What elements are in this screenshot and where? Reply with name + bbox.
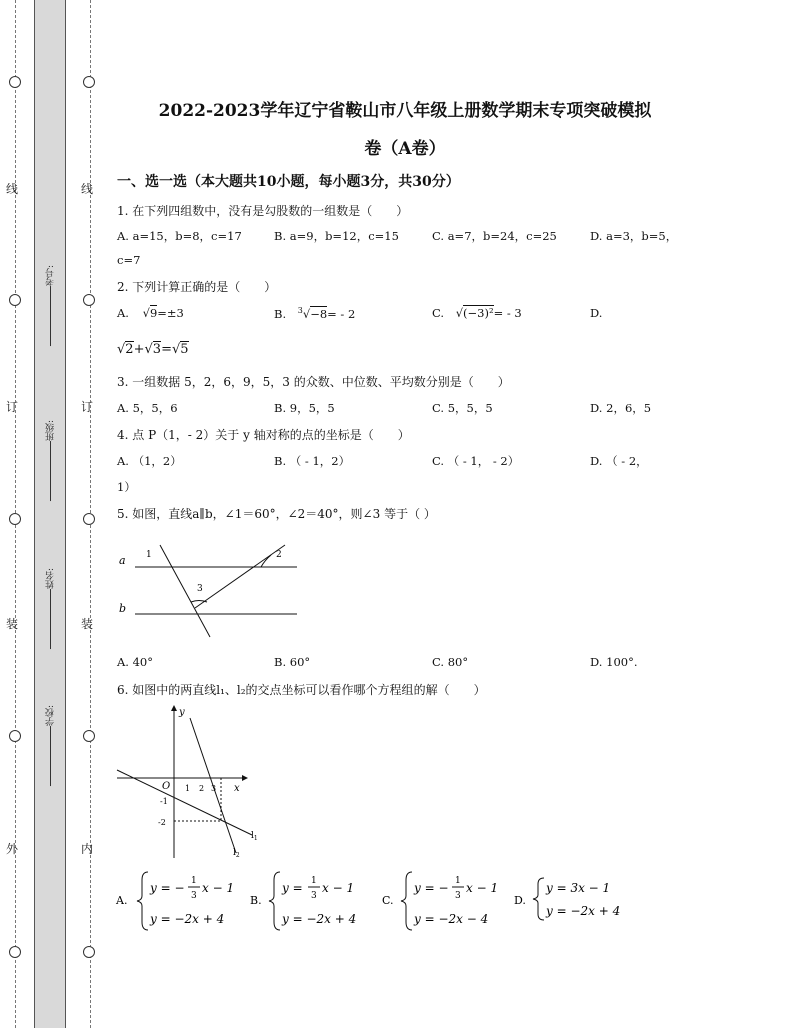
q2-d-r3: 5 — [180, 342, 189, 357]
transversal-2 — [195, 545, 285, 608]
axis-label-y: y — [179, 707, 185, 718]
q2-option-d: √2+√3=√5 — [117, 342, 189, 357]
q5-option-a: A. 40° — [117, 655, 153, 669]
field-label: 考号: — [46, 265, 56, 287]
field-exam-number — [44, 265, 57, 349]
q5-stem: 5. 如图，直线a∥b，∠1＝60°，∠2＝40°，则∠3 等于（ ） — [117, 507, 436, 521]
field-blank — [51, 286, 52, 346]
l1-line — [117, 770, 252, 835]
q2-c-rest: = - 3 — [493, 306, 522, 320]
inner-char-zhuang: 装 — [81, 617, 94, 631]
q6-stem: 6. 如图中的两直线l₁、l₂的交点坐标可以看作哪个方程组的解（ ） — [117, 683, 486, 697]
q2-c-radicand: (−3)² — [463, 306, 494, 320]
q6-option-a — [115, 872, 234, 930]
q6-option-c — [382, 872, 498, 930]
q6-b-eq2: y = −2x + 4 — [282, 912, 357, 926]
y-axis-arrow — [171, 705, 177, 711]
tick-3: 3 — [211, 784, 217, 793]
binding-hole — [83, 730, 95, 742]
label-a: a — [119, 554, 126, 567]
label-2: 2 — [276, 550, 282, 560]
q3-option-c: C. 5，5，5 — [432, 401, 493, 415]
q4-stem: 4. 点 P（1，- 2）关于 y 轴对称的点的坐标是（ ） — [117, 428, 410, 442]
q2-d-r2: 3 — [152, 342, 162, 357]
q6-d-eq1: y = 3x − 1 — [546, 881, 611, 895]
q3-stem: 3. 一组数据 5，2，6，9，5，3 的众数、中位数、平均数分别是（ ） — [117, 375, 510, 389]
field-blank — [51, 726, 52, 786]
outer-char-ding: 订 — [6, 400, 19, 414]
binding-hole — [9, 946, 21, 958]
binding-hole — [83, 946, 95, 958]
q6-c-eq2: y = −2x − 4 — [414, 912, 489, 926]
q2-option-c: C. √(−3)²= - 3 — [432, 306, 522, 320]
q6-d-eq2: y = −2x + 4 — [546, 904, 621, 918]
inner-char-nei: 内 — [81, 842, 94, 856]
l2-sub: 2 — [235, 852, 240, 859]
field-label: 姓名: — [46, 568, 56, 590]
outer-char-xian: 线 — [6, 182, 19, 196]
q3-option-b: B. 9，5，5 — [274, 401, 335, 415]
q2-a-label: A. — [117, 306, 129, 320]
q6-c-eq1: y = − — [414, 881, 449, 895]
outer-char-zhuang: 装 — [6, 617, 19, 631]
q4-option-c: C. （ - 1， - 2） — [432, 454, 520, 468]
q1-option-d: D. a=3，b=5， — [590, 229, 678, 243]
field-blank — [51, 589, 52, 649]
q2-d-plus: + — [133, 342, 145, 357]
q2-b-label: B. — [274, 306, 287, 321]
q3-option-d: D. 2，6，5 — [590, 401, 652, 415]
q1-option-c: C. a=7，b=24，c=25 — [432, 229, 557, 243]
binding-hole — [83, 513, 95, 525]
q6-a-eq2: y = −2x + 4 — [150, 912, 225, 926]
outer-char-wai: 外 — [6, 842, 19, 856]
q1-option-b: B. a=9，b=12，c=15 — [274, 229, 399, 243]
q6-a-den: 3 — [191, 891, 197, 901]
q3-option-a: A. 5，5，6 — [117, 401, 178, 415]
tick-neg2: -2 — [158, 818, 166, 827]
q6-b-eq1-rest: x − 1 — [322, 881, 355, 895]
q6-a-brace — [137, 872, 148, 930]
inner-char-ding: 订 — [81, 400, 94, 414]
q6-c-den: 3 — [455, 891, 461, 901]
q2-a-radicand: 9 — [149, 306, 158, 320]
label-l2 — [233, 848, 240, 859]
q6-d-label: D. — [514, 894, 526, 907]
section-heading: 一、选一选（本大题共10小题，每小题3分，共30分） — [117, 174, 460, 190]
q2-c-label: C. — [432, 306, 445, 320]
field-class — [44, 420, 57, 504]
q6-option-d — [514, 878, 620, 920]
l1-text: l — [251, 831, 254, 841]
page-title-line2: 卷（A卷） — [364, 139, 446, 159]
q4-option-b: B. （ - 1，2） — [274, 454, 351, 468]
origin-label: O — [162, 781, 171, 792]
q6-options — [112, 866, 652, 936]
q2-option-a: A. √9=±3 — [117, 306, 184, 320]
q6-b-label: B. — [250, 894, 262, 907]
q5-option-b: B. 60° — [274, 655, 311, 669]
q2-d-eq: = — [161, 342, 172, 357]
binding-hole — [83, 76, 95, 88]
field-name — [44, 568, 57, 652]
binding-hole — [9, 513, 21, 525]
q6-a-label: A. — [116, 894, 128, 907]
q6-b-num: 1 — [311, 876, 317, 886]
q2-b-index: 3 — [297, 306, 303, 315]
q1-option-d-cont: c=7 — [117, 253, 141, 267]
q6-a-eq1-rest: x − 1 — [202, 881, 235, 895]
axis-label-x: x — [234, 783, 240, 794]
q6-b-eq1: y = — [282, 881, 303, 895]
label-l1 — [251, 831, 258, 842]
q6-c-num: 1 — [455, 876, 461, 886]
tick-1: 1 — [185, 784, 191, 793]
x-axis-arrow — [242, 775, 248, 781]
q6-figure — [112, 703, 262, 863]
q4-option-a: A. （1，2） — [117, 454, 182, 468]
binding-hole — [9, 76, 21, 88]
q2-stem: 2. 下列计算正确的是（ ） — [117, 280, 277, 294]
q2-option-b: B. $^3$√−8= - 2 — [274, 306, 356, 321]
inner-char-xian: 线 — [81, 182, 94, 196]
q6-d-brace — [533, 878, 544, 920]
q1-stem: 1. 在下列四组数中，没有是勾股数的一组数是（ ） — [117, 204, 409, 218]
q1-option-a: A. a=15，b=8，c=17 — [117, 229, 242, 243]
q6-b-den: 3 — [311, 891, 317, 901]
q4-option-d-cont: 1） — [117, 480, 136, 494]
label-3: 3 — [197, 584, 203, 594]
q6-a-num: 1 — [191, 876, 197, 886]
q5-figure — [115, 540, 305, 640]
tick-2: 2 — [199, 784, 205, 793]
label-1: 1 — [146, 550, 152, 560]
field-blank — [51, 441, 52, 501]
q2-d-r1: 2 — [125, 342, 134, 357]
q2-b-rest: = - 2 — [327, 306, 356, 321]
field-label: 学校: — [46, 705, 56, 727]
label-b: b — [119, 602, 127, 615]
tick-neg1: -1 — [160, 797, 168, 806]
q6-c-label: C. — [382, 894, 394, 907]
q2-b-radicand: −8 — [310, 306, 328, 321]
binding-hole — [83, 294, 95, 306]
q5-option-c: C. 80° — [432, 655, 469, 669]
q5-option-d: D. 100°. — [590, 655, 638, 669]
q2-option-d-label: D. — [590, 306, 603, 320]
field-school — [44, 705, 57, 789]
q6-option-b — [250, 872, 356, 930]
binding-strip — [34, 0, 66, 1028]
q6-c-brace — [401, 872, 412, 930]
q6-a-eq1: y = − — [150, 881, 185, 895]
l2-text: l — [233, 848, 236, 858]
q6-c-eq1-rest: x − 1 — [466, 881, 499, 895]
q2-a-rest: =±3 — [157, 306, 184, 320]
field-label: 班级: — [46, 420, 56, 442]
q4-option-d: D. （ - 2， — [590, 454, 648, 468]
q6-b-brace — [269, 872, 280, 930]
page-title: 2022-2023学年辽宁省鞍山市八年级上册数学期末专项突破模拟 — [158, 101, 652, 121]
l1-sub: 1 — [253, 835, 258, 842]
binding-hole — [9, 294, 21, 306]
binding-hole — [9, 730, 21, 742]
